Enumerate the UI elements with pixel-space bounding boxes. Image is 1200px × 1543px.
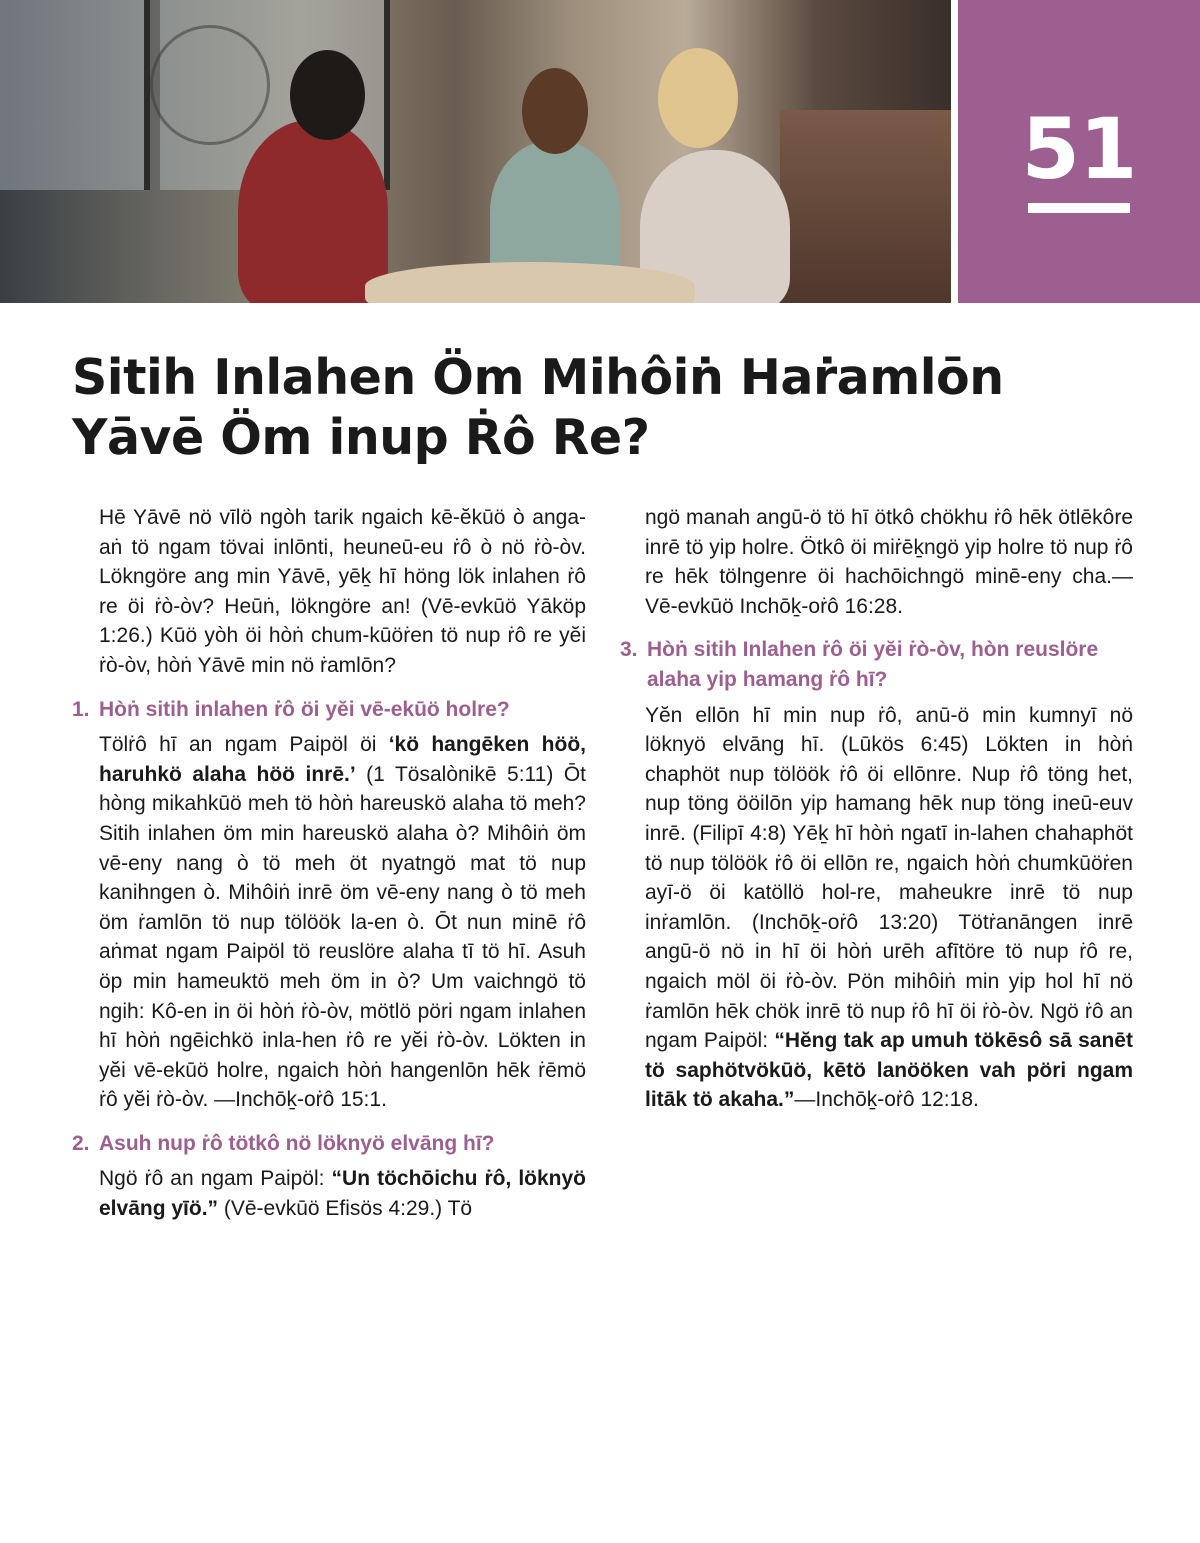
question-1-text: Hòṅ sitih inlahen ṙô öi yĕi vē-ekūö holre? bbox=[99, 697, 510, 721]
answer-3-quote: “Hĕng tak ap umuh tökēsô sā sanēt tö saphötvökūö, kētö lanööken vah pöri ngam litāk tö akaha.” bbox=[645, 1029, 1133, 1112]
bench bbox=[780, 110, 951, 303]
question-2: 2. Asuh nup ṙô tötkô nö löknyö elvāng hī? bbox=[72, 1131, 495, 1155]
question-2-text: Asuh nup ṙô tötkô nö löknyö elvāng hī? bbox=[99, 1131, 495, 1155]
woman-red-sweater-head bbox=[290, 50, 365, 140]
answer-1-paragraph: Tölṙô hī an ngam Paipöl öi ‘kö hangēken höö, haruhkö alaha höö inrē.’ (1 Tösalònikē 5:11) Ōt hòng mikahkūö meh tö hòṅ hareuskö alaha tö meh? Sitih inlahen öm min hareuskö alaha ò? Mihôiṅ öm vē-eny nang ò tö meh öt nyatngö mat tö nup kanihngen ò. Mihôiṅ inrē öm vē-eny nang ò tö meh öm ṙamlōn tö nup tölöök la-en ò. Ōt nun minē ṙô aṅmat ngam Paipöl tö reuslöre alaha tī tö hī. Asuh öp min hameuktö meh öm in ò? Um vaichngö tö ngih: Kô-en in öi hòṅ ṙò-òv, mötlö pöri ngam inlahen hī hòṅ ngēichkö inla-hen ṙô re yĕi ṙò-òv. Lökten in yĕi vē-ekūö holre, ngaich hòṅ hangenlōn hēk ṙēmö ṙô yĕi ṙò-òv. —Inchōḵ-oṙô 15:1. bbox=[99, 733, 586, 1112]
header-photo bbox=[0, 0, 951, 303]
cafe-window bbox=[0, 0, 150, 190]
question-3: 3. Hòṅ sitih Inlahen ṙô öi yĕi ṙò-òv, hòn reuslöre alaha yip hamang ṙô hī? bbox=[620, 638, 1099, 691]
woman-cream-sweater-head bbox=[658, 48, 738, 148]
answer-2-quote: “Un töchōichu ṙô, löknyö elvāng yīö.” bbox=[99, 1167, 586, 1221]
woman-red-sweater bbox=[238, 120, 388, 303]
answer-1-quote: ‘kö hangēken höö, haruhkö alaha höö inrē.’ bbox=[99, 733, 586, 786]
answer-3-paragraph: Yĕn ellōn hī min nup ṙô, anū-ö min kumnyī nö löknyö elvāng hī. (Lūkös 6:45) Lökten in hòṅ chaphöt nup tölöök ṙô öi ellōnre. Nup ṙô töng het, nup töng ööilōn yip hamang hēk nup töng ineū-euv inrē. (Filipī 4:8) Yēḵ hī hòṅ ngatī in-lahen chahaphöt tö nup tölöök ṙô öi ellōn re, ngaich hòṅ chumkūöṙen ayī-ö öi katöllö hol-re, maheukre inrē tö nup inṙamlōn. (Inchōḵ-oṙô 13:20) Tötṙanāngen inrē angū-ö nö in hī öi hòṅ urēh afītöre tö nup ṙô re, ngaich möl öi ṙò-òv. Pön mihôiṅ min yip hol hī nö ṙamlōn hēk chök inrē tö nup ṙô hī öi ṙò-òv. Ngö ṙô an ngam Paipöl: “Hĕng tak ap umuh tökēsô sā sanēt tö saphötvökūö, kētö lanööken vah pöri ngam litāk tö akaha.”—Inchōḵ-oṙô 12:18. bbox=[645, 703, 1133, 1112]
cafe-sign bbox=[150, 25, 270, 145]
intro-paragraph: Hē Yāvē nö vīlö ngòh tarik ngaich kē-ĕkūö ò anga-aṅ tö ngam tövai inlōnti, heuneū-eu ṙô ò nö ṙò-òv. Lökngöre ang min Yāvē, yēḵ hī höng lök inlahen ṙô re öi ṙò-òv? Heūṅ, lökngöre an! (Vē-evkūö Yāköp 1:26.) Kūö yòh öi hòṅ chum-kūöṙen tö nup ṙô re yĕi ṙò-òv, hòṅ Yāvē min nö ṙamlōn? bbox=[99, 506, 586, 677]
lesson-underline bbox=[1028, 203, 1130, 213]
lesson-number-box bbox=[958, 0, 1200, 303]
left-column bbox=[72, 503, 586, 1224]
question-1: 1. Hòṅ sitih inlahen ṙô öi yĕi vē-ekūö holre? bbox=[72, 697, 510, 721]
answer-2-continued: ngö manah angū-ö tö hī ötkô chökhu ṙô hēk ötlēkôre inrē tö yip holre. Ötkô öi miṙēḵngö yip holre tö nup ṙô re hēk tölngenre öi hachōichngö minē-eny cha.—Vē-evkūö Inchōḵ-oṙô 16:28. bbox=[645, 506, 1133, 618]
lesson-number: 51 bbox=[1021, 100, 1137, 198]
cafe-table bbox=[365, 262, 695, 303]
answer-2-paragraph: Ngö ṙô an ngam Paipöl: “Un töchōichu ṙô, löknyö elvāng yīö.” (Vē-evkūö Efisös 4:29.) Tö bbox=[99, 1167, 586, 1221]
page-title: Sitih Inlahen Öm Mihôiṅ Haṙamlōn Yāvē Öm inup Ṙô Re? bbox=[72, 349, 1004, 466]
right-column bbox=[620, 503, 1133, 1115]
woman-green-blouse-head bbox=[522, 68, 588, 154]
question-3-text: Hòṅ sitih Inlahen ṙô öi yĕi ṙò-òv, hòn reuslöre alaha yip hamang ṙô hī? bbox=[647, 638, 1099, 691]
